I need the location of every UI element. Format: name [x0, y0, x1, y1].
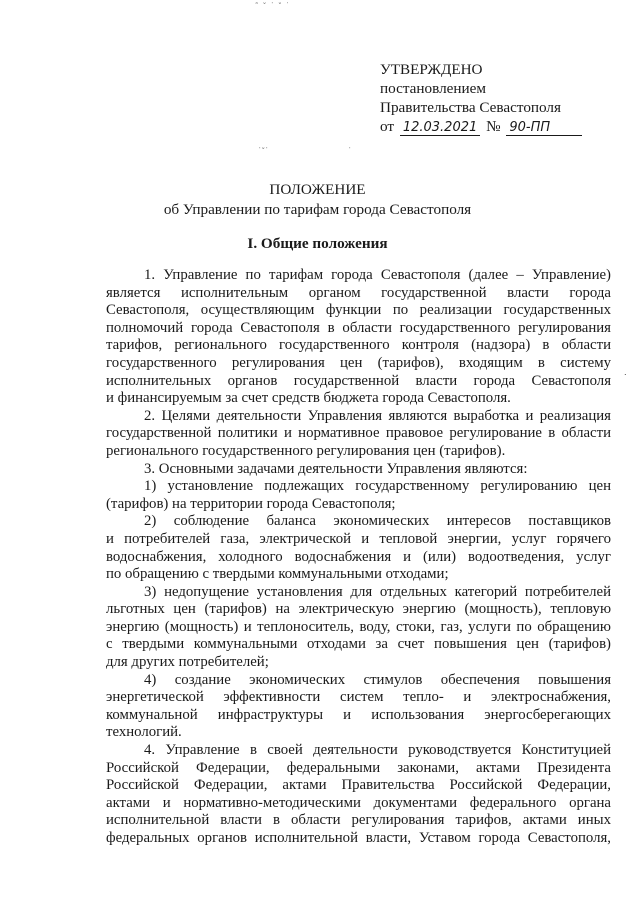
paragraph [106, 672, 611, 742]
approval-stamp [380, 60, 620, 136]
paragraph-line: льготных цен (тарифов) на электрическую энергию (мощность), тепловую [106, 601, 611, 618]
paragraph-line: Российской Федерации, актами Правительства Российской Федерации, [106, 777, 611, 794]
paragraph-line: 4. Управление в своей деятельности руководствуется Конституцией [144, 742, 611, 759]
paragraph-line: государственной политики и нормативное правовое регулирование в области [106, 425, 611, 442]
paragraph [106, 267, 611, 408]
paragraph-line: тарифов, регионального государственного контроля (надзора) в области [106, 337, 611, 354]
paragraph-line: коммунальной инфраструктуры и использования энергосберегающих [106, 706, 611, 723]
approval-date: 12.03.2021 [400, 121, 480, 136]
paragraph [106, 742, 611, 848]
paragraph-line: водоснабжения, холодного водоснабжения и (или) водоотведения, услуг [106, 548, 611, 565]
paragraph [106, 461, 611, 479]
paragraph-line: с твердыми коммунальными отходами за счет повышения цен (тарифов) [106, 636, 611, 653]
approval-line: постановлением [380, 80, 487, 97]
paragraph-line: по обращению с твердыми коммунальными отходами; [106, 566, 449, 583]
scan-mark: ˙ [348, 147, 352, 155]
paragraph [106, 478, 611, 513]
approval-date-line [380, 117, 620, 136]
paragraph-line: для других потребителей; [106, 654, 269, 671]
section-heading: I. Общие положения [247, 235, 388, 252]
paragraph [106, 584, 611, 672]
paragraph-line: исполнительной власти в области регулирования тарифов, актами иных [106, 812, 611, 829]
paragraph-line: и потребителей газа, электрической и тепловой энергии, услуг горячего [106, 530, 611, 547]
paragraph-line: полномочий города Севастополя в области государственного регулирования [106, 319, 611, 336]
paragraph-line: 4) создание экономических стимулов обеспечения повышения [144, 671, 611, 688]
paragraph [106, 408, 611, 461]
document-subtitle: об Управлении по тарифам города Севастополя [163, 201, 472, 218]
date-prefix: от [380, 118, 395, 135]
paragraph-line: 2) соблюдение баланса экономических интересов поставщиков [144, 513, 611, 530]
paragraph-line: и финансируемым за счет средств бюджета города Севастополя. [106, 390, 511, 407]
paragraph-line: 2. Целями деятельности Управления являются выработка и реализация [144, 407, 611, 424]
paragraph-line: исполнительных органов государственной власти города Севастополя [106, 372, 611, 389]
paragraph-line: государственного регулирования цен (тарифов), входящим в систему [106, 354, 611, 371]
paragraph-line: (тарифов) на территории города Севастополя; [106, 495, 396, 512]
paragraph-line: 3) недопущение установления для отдельных категорий потребителей [144, 583, 611, 600]
scan-mark: . [624, 368, 627, 377]
paragraph-line: 1. Управление по тарифам города Севастополя (далее – Управление) [144, 267, 611, 283]
document-body [106, 267, 611, 848]
paragraph-line: Севастополя, осуществляющим функции по реализации государственных [106, 302, 611, 319]
scan-mark: ˙˘˙ [258, 147, 269, 155]
approval-heading: УТВЕРЖДЕНО [380, 61, 483, 78]
paragraph-line: актами и нормативно-методическими документами федерального органа [106, 794, 611, 811]
approval-line: Правительства Севастополя [380, 99, 561, 116]
paragraph-line: федеральных органов исполнительной власти, Уставом города Севастополя, [106, 830, 611, 846]
approval-number: 90-ПП [506, 121, 582, 136]
paragraph-line: энергетической эффективности систем тепло- и электроснабжения, [106, 689, 611, 706]
paragraph-line: энергию (мощность) и теплоноситель, воду, стоки, газ, услуги по обращению [106, 618, 611, 635]
document-title: ПОЛОЖЕНИЕ [269, 181, 366, 198]
paragraph-line: технологий. [106, 724, 182, 741]
number-sign: № [486, 118, 501, 135]
paragraph-line: 1) установление подлежащих государственному регулированию цен [144, 478, 611, 495]
paragraph-line: регионального государственного регулирования цен (тарифов). [106, 442, 506, 459]
scan-mark: ˜ ˘ ˙ ˘ ˙ [255, 2, 291, 10]
paragraph-line: Российской Федерации, федеральными законами, актами Президента [106, 759, 611, 776]
paragraph [106, 513, 611, 583]
paragraph-line: является исполнительным органом государственной власти города [106, 284, 611, 301]
paragraph-line: 3. Основными задачами деятельности Управления являются: [144, 460, 528, 477]
